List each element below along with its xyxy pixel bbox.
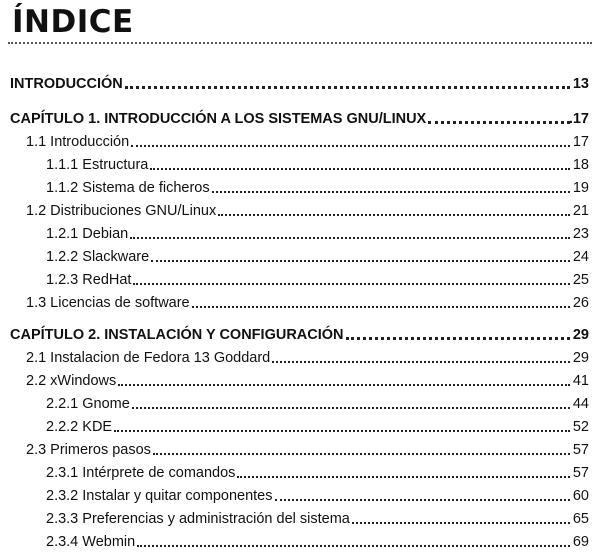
toc-entry-label: 2.3.1 Intérprete de comandos bbox=[46, 465, 236, 481]
toc-entry-2-2-1[interactable] bbox=[0, 391, 600, 413]
toc-entry-label: 2.3.3 Preferencias y administración del sistema bbox=[46, 511, 350, 527]
toc-entry-1-2-1[interactable] bbox=[0, 221, 600, 243]
dot-leader bbox=[114, 430, 570, 432]
dot-leader bbox=[132, 407, 570, 409]
toc-entry-label: 2.1 Instalacion de Fedora 13 Goddard bbox=[26, 350, 271, 366]
toc-entry-label: 2.3 Primeros pasos bbox=[26, 442, 151, 458]
toc-entry-page: 29 bbox=[572, 327, 589, 343]
dot-leader bbox=[153, 453, 570, 455]
dot-leader bbox=[131, 145, 570, 147]
toc-entry-label: 1.3 Licencias de software bbox=[26, 295, 190, 311]
dot-leader bbox=[151, 260, 570, 262]
toc-entry-1-2[interactable] bbox=[0, 198, 600, 220]
toc-entry-page: 13 bbox=[572, 76, 589, 92]
toc-entry-page: 57 bbox=[572, 465, 589, 481]
toc-entry-2-1[interactable] bbox=[0, 345, 600, 367]
toc-entry-page: 41 bbox=[572, 373, 589, 389]
toc-entry-label: 1.2.2 Slackware bbox=[46, 249, 150, 265]
toc-entry-label: 1.2 Distribuciones GNU/Linux bbox=[26, 203, 217, 219]
toc-entry-page: 23 bbox=[572, 226, 589, 242]
title-divider bbox=[8, 42, 592, 44]
toc-entry-label: 2.2 xWindows bbox=[26, 373, 117, 389]
toc-entry-page: 17 bbox=[572, 134, 589, 150]
toc-entry-1-2-3[interactable] bbox=[0, 267, 600, 289]
toc-entry-1-2-2[interactable] bbox=[0, 244, 600, 266]
toc-entry-label: INTRODUCCIÓN bbox=[10, 76, 123, 92]
toc-entry-page: 69 bbox=[572, 534, 589, 550]
toc-entry-1-1[interactable] bbox=[0, 129, 600, 151]
toc-entry-introduccion[interactable] bbox=[0, 71, 600, 93]
toc-entry-page: 21 bbox=[572, 203, 589, 219]
toc-entry-label: 2.2.2 KDE bbox=[46, 419, 113, 435]
toc-entry-2-3-2[interactable] bbox=[0, 483, 600, 505]
toc-entry-page: 52 bbox=[572, 419, 589, 435]
toc-entry-label: CAPÍTULO 1. INTRODUCCIÓN A LOS SISTEMAS GNU/LINUX bbox=[10, 111, 427, 127]
toc-entry-label: 2.3.2 Instalar y quitar componentes bbox=[46, 488, 273, 504]
toc-entry-page: 24 bbox=[572, 249, 589, 265]
dot-leader bbox=[130, 237, 570, 239]
dot-leader bbox=[428, 121, 570, 124]
toc-entry-page: 29 bbox=[572, 350, 589, 366]
dot-leader bbox=[346, 337, 570, 340]
toc-entry-label: 1.2.1 Debian bbox=[46, 226, 129, 242]
toc-entry-1-1-2[interactable] bbox=[0, 175, 600, 197]
toc-entry-page: 18 bbox=[572, 157, 589, 173]
page-title: ÍNDICE bbox=[12, 4, 134, 40]
toc-entry-1-3[interactable] bbox=[0, 290, 600, 312]
dot-leader bbox=[212, 191, 570, 193]
toc-entry-capitulo-2[interactable] bbox=[0, 322, 600, 344]
dot-leader bbox=[275, 499, 571, 501]
dot-leader bbox=[192, 306, 570, 308]
toc-entry-page: 57 bbox=[572, 442, 589, 458]
toc-entry-2-2[interactable] bbox=[0, 368, 600, 390]
toc-entry-page: 26 bbox=[572, 295, 589, 311]
dot-leader bbox=[352, 522, 570, 524]
dot-leader bbox=[237, 476, 570, 478]
toc-entry-label: 1.2.3 RedHat bbox=[46, 272, 132, 288]
toc-entry-page: 44 bbox=[572, 396, 589, 412]
toc-entry-label: CAPÍTULO 2. INSTALACIÓN Y CONFIGURACIÓN bbox=[10, 327, 344, 343]
toc-entry-label: 1.1 Introducción bbox=[26, 134, 130, 150]
toc-entry-2-3-4[interactable] bbox=[0, 529, 600, 551]
dot-leader bbox=[133, 283, 570, 285]
toc-entry-2-2-2[interactable] bbox=[0, 414, 600, 436]
toc-entry-page: 25 bbox=[572, 272, 589, 288]
toc-entry-label: 1.1.1 Estructura bbox=[46, 157, 149, 173]
toc-entry-2-3-3[interactable] bbox=[0, 506, 600, 528]
toc-entry-2-3[interactable] bbox=[0, 437, 600, 459]
toc-entry-page: .17 bbox=[568, 111, 589, 127]
toc-entry-page: 60 bbox=[572, 488, 589, 504]
toc-entry-page: 19 bbox=[572, 180, 589, 196]
dot-leader bbox=[150, 168, 570, 170]
toc-entry-page: 65 bbox=[572, 511, 589, 527]
toc-entry-1-1-1[interactable] bbox=[0, 152, 600, 174]
toc-entry-label: 2.3.4 Webmin bbox=[46, 534, 136, 550]
dot-leader bbox=[272, 361, 570, 363]
dot-leader bbox=[137, 545, 570, 547]
dot-leader bbox=[118, 384, 570, 386]
toc-entry-2-3-1[interactable] bbox=[0, 460, 600, 482]
toc-entry-capitulo-1[interactable] bbox=[0, 106, 600, 128]
toc-entry-label: 2.2.1 Gnome bbox=[46, 396, 130, 412]
toc-entry-label: 1.1.2 Sistema de ficheros bbox=[46, 180, 210, 196]
dot-leader bbox=[125, 86, 570, 89]
dot-leader bbox=[218, 214, 570, 216]
